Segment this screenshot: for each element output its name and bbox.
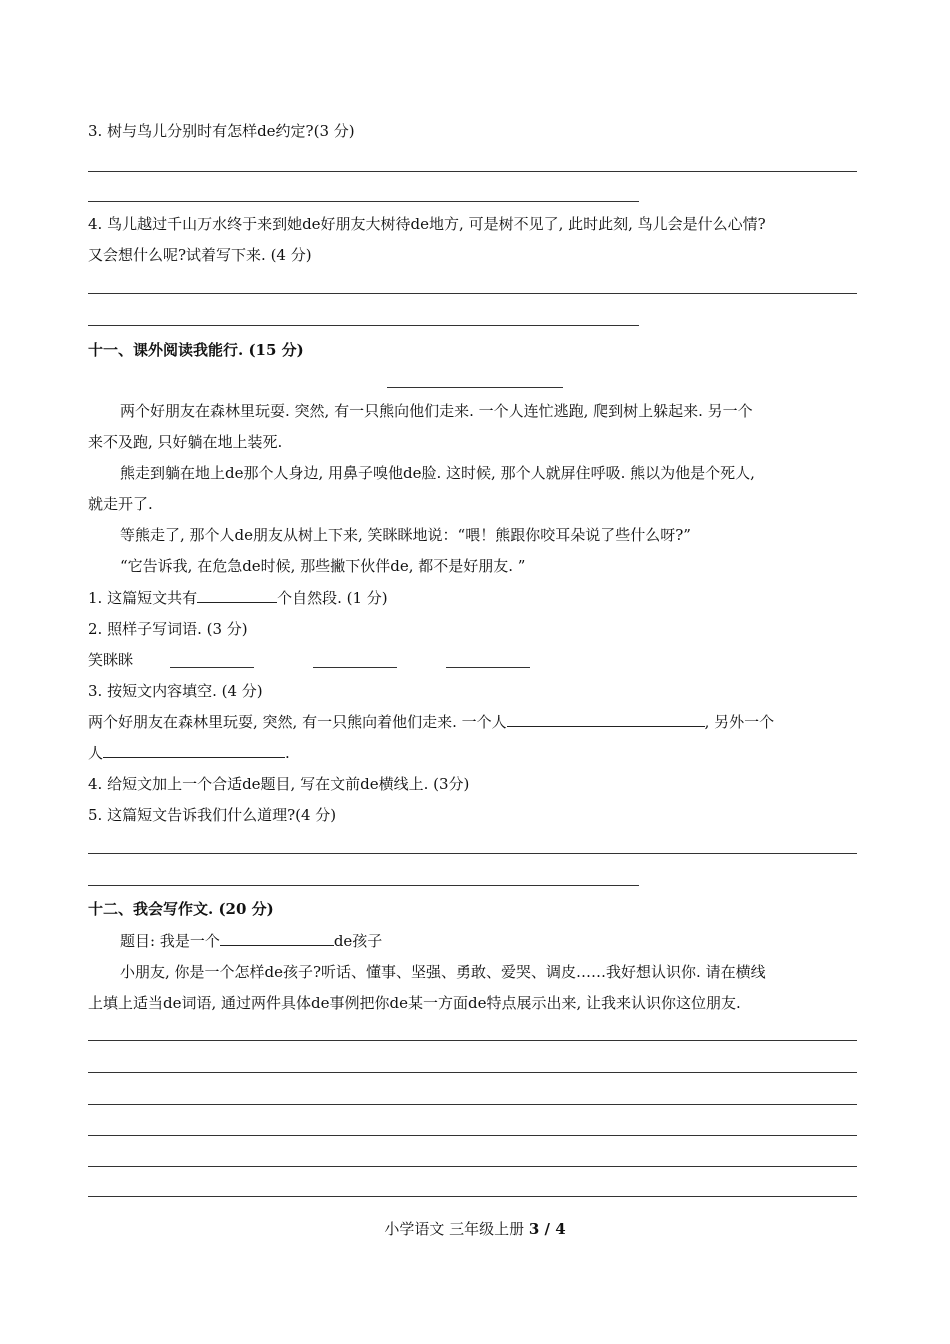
title-blank-line[interactable] xyxy=(387,387,563,388)
question-11-1-text: 1. 这篇短文共有 xyxy=(88,589,198,607)
question-11-4: 4. 给短文加上一个合适de题目, 写在文前de横线上. (3分) xyxy=(88,775,470,793)
fill-text-end: . xyxy=(285,744,290,762)
example-word: 笑眯眯 xyxy=(88,651,134,669)
fill-blank[interactable] xyxy=(103,743,285,758)
question-10-4-line2: 又会想什么呢?试着写下来. (4 分) xyxy=(88,246,312,264)
question-11-3-fill-line1 xyxy=(88,712,774,732)
passage-line: “它告诉我, 在危急de时候, 那些撇下伙伴de, 都不是好朋友. ” xyxy=(120,557,526,575)
section-11-heading: 十一、课外阅读我能行. (15 分) xyxy=(88,341,304,359)
question-11-3-fill-line2 xyxy=(88,743,290,763)
composition-title-text: 题目: 我是一个 xyxy=(120,932,220,950)
writing-line[interactable] xyxy=(88,1135,857,1136)
answer-line[interactable] xyxy=(88,201,639,202)
footer-text: 小学语文 三年级上册 xyxy=(384,1220,525,1238)
writing-line[interactable] xyxy=(88,1104,857,1105)
passage-line: 等熊走了, 那个人de朋友从树上下来, 笑眯眯地说：“喂！熊跟你咬耳朵说了些什么呀?” xyxy=(120,526,691,544)
word-blank[interactable] xyxy=(170,667,254,668)
question-11-1-text-end: 个自然段. (1 分) xyxy=(277,589,388,607)
fill-text-end: , 另外一个 xyxy=(704,713,775,731)
composition-title-blank[interactable] xyxy=(220,931,334,946)
page-footer xyxy=(0,1219,950,1239)
passage-line: 熊走到躺在地上de那个人身边, 用鼻子嗅他de脸. 这时候, 那个人就屏住呼吸. 熊以为他是个死人, xyxy=(120,464,755,482)
section-12-heading: 十二、我会写作文. (20 分) xyxy=(88,900,274,918)
composition-title-text-end: de孩子 xyxy=(333,932,383,950)
fill-blank[interactable] xyxy=(197,588,277,603)
writing-line[interactable] xyxy=(88,1196,857,1197)
fill-text: 两个好朋友在森林里玩耍, 突然, 有一只熊向着他们走来. 一个人 xyxy=(88,713,507,731)
writing-line[interactable] xyxy=(88,1166,857,1167)
writing-line[interactable] xyxy=(88,1072,857,1073)
question-10-4-line1: 4. 鸟儿越过千山万水终于来到她de好朋友大树待de地方, 可是树不见了, 此时此刻, 鸟儿会是什么心情? xyxy=(88,215,766,233)
composition-title xyxy=(120,931,382,951)
question-11-3: 3. 按短文内容填空. (4 分) xyxy=(88,682,263,700)
answer-line[interactable] xyxy=(88,293,857,294)
page-number: 3 / 4 xyxy=(528,1220,566,1238)
word-blank[interactable] xyxy=(446,667,530,668)
answer-line[interactable] xyxy=(88,853,857,854)
question-11-2: 2. 照样子写词语. (3 分) xyxy=(88,620,248,638)
composition-prompt-line2: 上填上适当de词语, 通过两件具体de事例把你de某一方面de特点展示出来, 让我来认识你这位朋友. xyxy=(88,994,741,1012)
fill-text: 人 xyxy=(88,744,104,762)
passage-line: 来不及跑, 只好躺在地上装死. xyxy=(88,433,283,451)
question-11-5: 5. 这篇短文告诉我们什么道理?(4 分) xyxy=(88,806,337,824)
passage-line: 两个好朋友在森林里玩耍. 突然, 有一只熊向他们走来. 一个人连忙逃跑, 爬到树上躲起来. 另一个 xyxy=(120,402,753,420)
answer-line[interactable] xyxy=(88,885,639,886)
writing-line[interactable] xyxy=(88,1040,857,1041)
word-blank[interactable] xyxy=(313,667,397,668)
answer-line[interactable] xyxy=(88,325,639,326)
question-11-1 xyxy=(88,588,388,608)
question-10-3: 3. 树与鸟儿分别时有怎样de约定?(3 分) xyxy=(88,122,355,140)
answer-line[interactable] xyxy=(88,171,857,172)
passage-line: 就走开了. xyxy=(88,495,153,513)
composition-prompt-line1: 小朋友, 你是一个怎样de孩子?听话、懂事、坚强、勇敢、爱哭、调皮……我好想认识你. 请在横线 xyxy=(120,963,766,981)
fill-blank[interactable] xyxy=(507,712,705,727)
